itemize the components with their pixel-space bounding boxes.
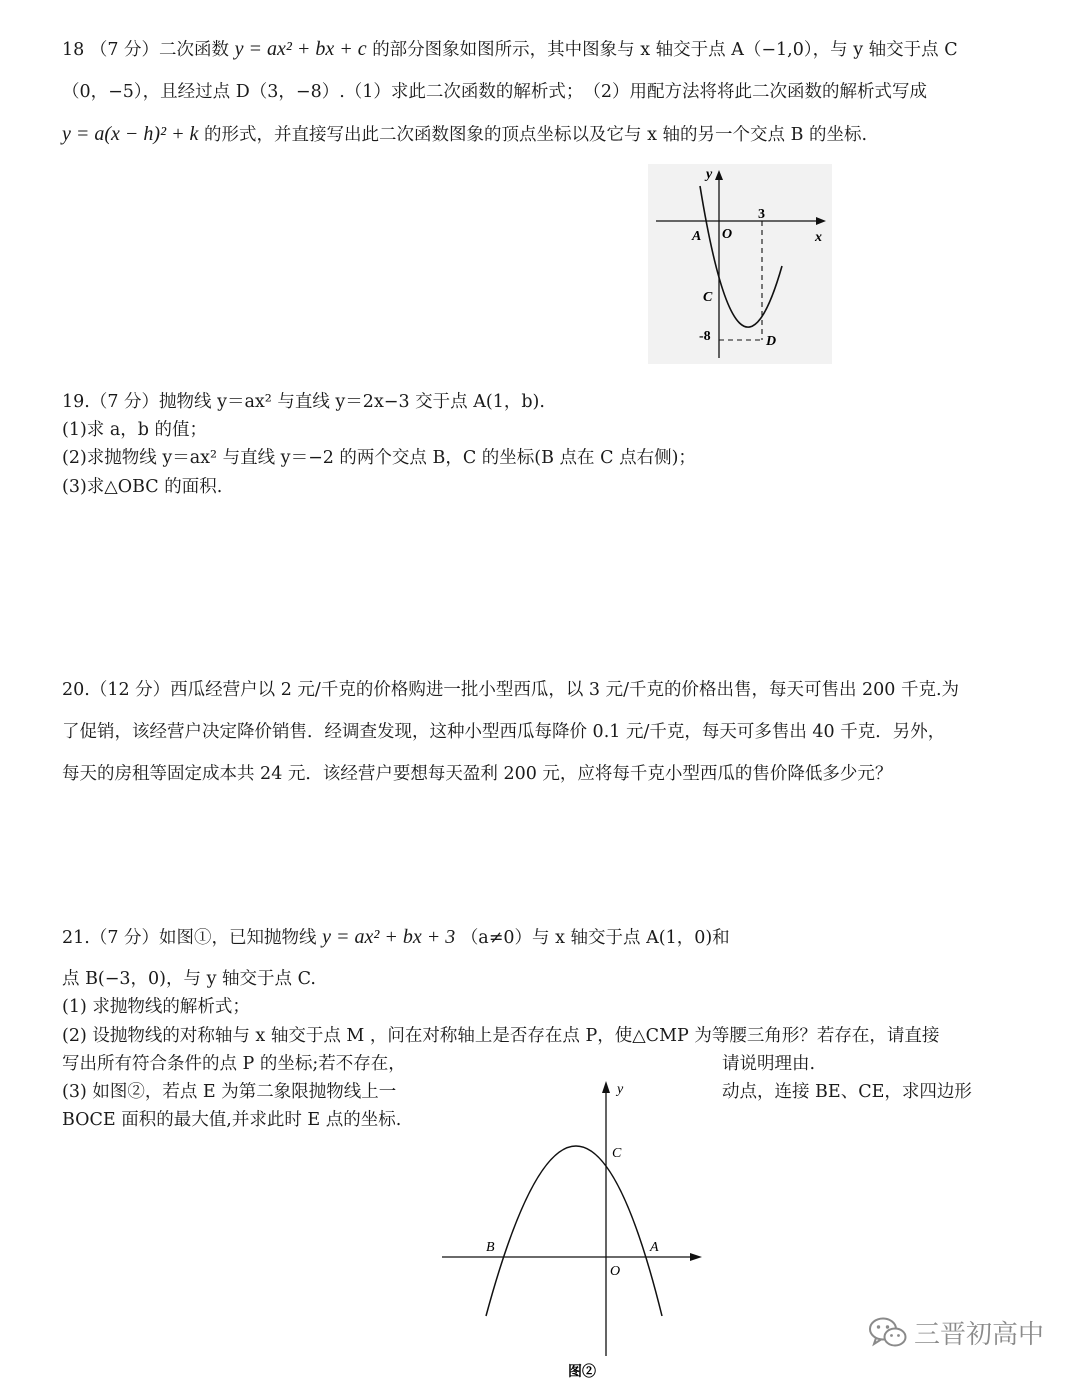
q18-text: 18 （7 分）二次函数 bbox=[62, 40, 230, 60]
q21-line-2: 点 B(−3，0)，与 y 轴交于点 C. bbox=[62, 969, 316, 989]
q21-line-3: (1) 求抛物线的解析式； bbox=[62, 997, 250, 1017]
q21-y-arrow bbox=[602, 1081, 610, 1093]
wechat-icon bbox=[868, 1316, 908, 1350]
q21-line-7: BOCE 面积的最大值,并求此时 E 点的坐标. bbox=[62, 1110, 402, 1130]
q20-line-3: 每天的房租等固定成本共 24 元．该经营户要想每天盈利 200 元，应将每千克小型西瓜的售价降低多少元？ bbox=[62, 764, 893, 784]
q20-line-2: 了促销，该经营户决定降价销售．经调查发现，这种小型西瓜每降价 0.1 元/千克，每天可多售出 40 千克．另外， bbox=[62, 722, 946, 742]
q21-b-label: B bbox=[486, 1240, 495, 1255]
q18-formula-vertex: y = a(x − h)² + k bbox=[62, 123, 199, 145]
q19-line-1: 19.（7 分）抛物线 y＝ax² 与直线 y＝2x−3 交于点 A(1，b). bbox=[62, 392, 545, 412]
q21-graph-svg bbox=[438, 1076, 710, 1380]
q18-y-label: y bbox=[706, 167, 713, 182]
watermark-text: 三晋初高中 bbox=[914, 1320, 1045, 1350]
q21-a-label: A bbox=[650, 1240, 659, 1255]
q18-x-label: x bbox=[815, 230, 822, 245]
q21-parabola bbox=[486, 1146, 662, 1316]
q18-text-b: 的部分图象如图所示，其中图象与 x 轴交于点 A（−1,0），与 y 轴交于点 C bbox=[372, 40, 958, 60]
q19-line-3: (2)求抛物线 y＝ax² 与直线 y＝−2 的两个交点 B，C 的坐标(B 点在 C 点右侧)； bbox=[62, 448, 696, 468]
q21-text-b: （a≠0）与 x 轴交于点 A(1，0)和 bbox=[460, 928, 730, 948]
q18-o-label: O bbox=[722, 227, 733, 242]
q21-line-6-right: 动点，连接 BE、CE，求四边形 bbox=[722, 1082, 972, 1102]
q21-line-6-left: (3) 如图②，若点 E 为第二象限抛物线上一 bbox=[62, 1082, 397, 1102]
q21-line-4: (2) 设抛物线的对称轴与 x 轴交于点 M ，问在对称轴上是否存在点 P，使△CMP 为等腰三角形？若存在，请直接 bbox=[62, 1026, 940, 1046]
q18-a-label: A bbox=[692, 229, 702, 244]
q19-line-4: (3)求△OBC 的面积. bbox=[62, 477, 223, 497]
q18-d-label: D bbox=[766, 334, 777, 349]
q21-y-label: y bbox=[617, 1082, 624, 1097]
q19-line-2: (1)求 a，b 的值； bbox=[62, 420, 208, 440]
q18-line-3 bbox=[62, 122, 867, 147]
q20-line-1: 20.（12 分）西瓜经营户以 2 元/千克的价格购进一批小型西瓜，以 3 元/千克的价格出售，每天可售出 200 千克.为 bbox=[62, 680, 960, 700]
q21-formula: y = ax² + bx + 3 bbox=[322, 926, 456, 948]
q21-text: 21.（7 分）如图①，已知抛物线 bbox=[62, 928, 317, 948]
q18-figure bbox=[648, 164, 832, 369]
q18-text-c: 的形式，并直接写出此二次函数图象的顶点坐标以及它与 x 轴的另一个交点 B 的坐标. bbox=[204, 125, 868, 145]
q21-line-1 bbox=[62, 925, 730, 950]
q21-o-label: O bbox=[610, 1264, 621, 1279]
q18-graph-svg bbox=[648, 164, 832, 364]
q18-three-label: 3 bbox=[758, 207, 765, 222]
q18-neg8-label: -8 bbox=[699, 329, 711, 344]
q18-formula-general: y = ax² + bx + c bbox=[234, 38, 367, 60]
q21-x-arrow bbox=[690, 1253, 702, 1261]
q21-figure bbox=[438, 1076, 710, 1385]
q21-line-5-right: 请说明理由. bbox=[722, 1054, 816, 1074]
watermark bbox=[868, 1314, 1044, 1351]
q18-c-label: C bbox=[703, 290, 713, 305]
q18-line-1 bbox=[62, 37, 958, 62]
q21-caption: 图② bbox=[568, 1365, 596, 1380]
q21-c-label: C bbox=[612, 1146, 622, 1161]
q18-line-2: （0，−5），且经过点 D（3，−8）.（1）求此二次函数的解析式； （2）用配方法将将此二次函数的解析式写成 bbox=[62, 82, 928, 102]
q21-line-5-left: 写出所有符合条件的点 P 的坐标;若不存在， bbox=[62, 1054, 406, 1074]
